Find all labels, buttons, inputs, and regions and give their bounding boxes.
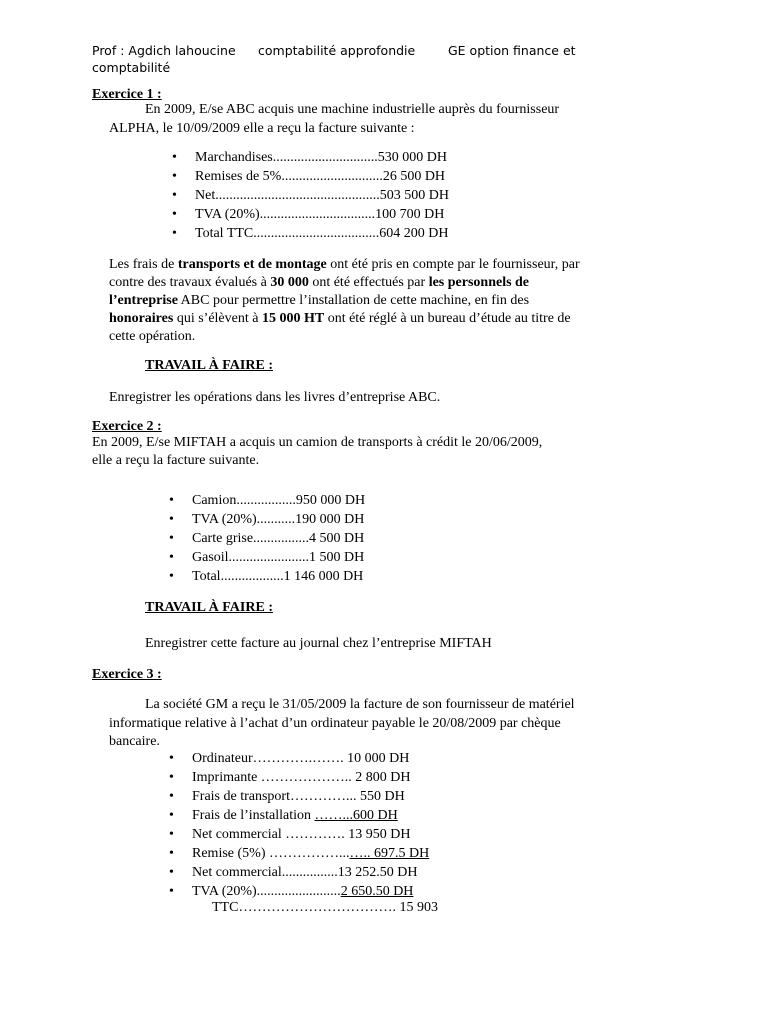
exercise-3-title: Exercice 3 : [92,667,162,682]
header-program-cont: comptabilité [92,60,171,75]
ex3-intro-line3: bancaire. [109,734,160,749]
ex3-intro-line1: La société GM a reçu le 31/05/2009 la facture de son fournisseur de matériel [145,697,575,712]
ex1-travail-heading: TRAVAIL À FAIRE : [145,358,273,373]
ex3-invoice-item: • TVA (20%)........................2 650.50 DH [192,883,413,901]
ex2-invoice-item: • Camion.................950 000 DH [192,492,365,510]
ex1-paragraph-line2: contre des travaux évalués à 30 000 ont été effectués par les personnels de [109,275,530,290]
ex3-invoice-item: • Ordinateur………….……. 10 000 DH [192,750,409,768]
ex3-invoice-item: • Net commercial................13 252.50 DH [192,864,418,882]
ex1-invoice-item: • Marchandises..............................530 000 DH [195,149,447,167]
ex3-invoice-item: • Frais de l’installation ……...600 DH [192,807,398,825]
ex2-invoice-item: • Gasoil.......................1 500 DH [192,549,364,567]
ex1-paragraph-line5: cette opération. [109,329,196,344]
ex1-invoice-item: • Net...............................................503 500 DH [195,187,449,205]
ex1-task: Enregistrer les opérations dans les livres d’entreprise ABC. [109,390,441,405]
exercise-1-title: Exercice 1 : [92,87,162,102]
ex1-paragraph-line3: l’entreprise ABC pour permettre l’installation de cette machine, en fin des [109,293,530,308]
ex2-invoice-item: • Carte grise................4 500 DH [192,530,364,548]
ex3-ttc-total: TTC……………………………. 15 903 [212,900,438,915]
header-prof: Prof : Agdich lahoucine [92,43,236,58]
ex1-intro-line2: ALPHA, le 10/09/2009 elle a reçu la facture suivante : [109,121,415,136]
ex2-invoice-item: • TVA (20%)...........190 000 DH [192,511,364,529]
ex3-invoice-item: • Imprimante ……………….. 2 800 DH [192,769,411,787]
ex2-intro-line1: En 2009, E/se MIFTAH a acquis un camion de transports à crédit le 20/06/2009, [92,435,543,450]
ex2-invoice-item: • Total..................1 146 000 DH [192,568,363,586]
ex3-invoice-item: • Remise (5%) ……………...….. 697.5 DH [192,845,429,863]
ex3-invoice-item: • Net commercial …………. 13 950 DH [192,826,411,844]
ex2-travail-heading: TRAVAIL À FAIRE : [145,600,273,615]
ex2-intro-line2: elle a reçu la facture suivante. [92,453,260,468]
header-subject: comptabilité approfondie [258,43,416,58]
ex3-intro-line2: informatique relative à l’achat d’un ordinateur payable le 20/08/2009 par chèque [109,716,561,731]
ex1-paragraph-line4: honoraires qui s’élèvent à 15 000 HT ont été réglé à un bureau d’étude au titre de [109,311,571,326]
exercise-2-title: Exercice 2 : [92,419,162,434]
header-program: GE option finance et [448,43,576,58]
ex2-task: Enregistrer cette facture au journal chez l’entreprise MIFTAH [145,636,492,651]
ex1-invoice-item: • Remises de 5%.............................26 500 DH [195,168,445,186]
ex1-intro-line1: En 2009, E/se ABC acquis une machine industrielle auprès du fournisseur [145,102,560,117]
ex1-paragraph-line1: Les frais de transports et de montage ont été pris en compte par le fournisseur, par [109,257,580,272]
ex3-invoice-item: • Frais de transport…………... 550 DH [192,788,405,806]
ex1-invoice-item: • TVA (20%).................................100 700 DH [195,206,444,224]
ex1-invoice-item: • Total TTC....................................604 200 DH [195,225,448,243]
